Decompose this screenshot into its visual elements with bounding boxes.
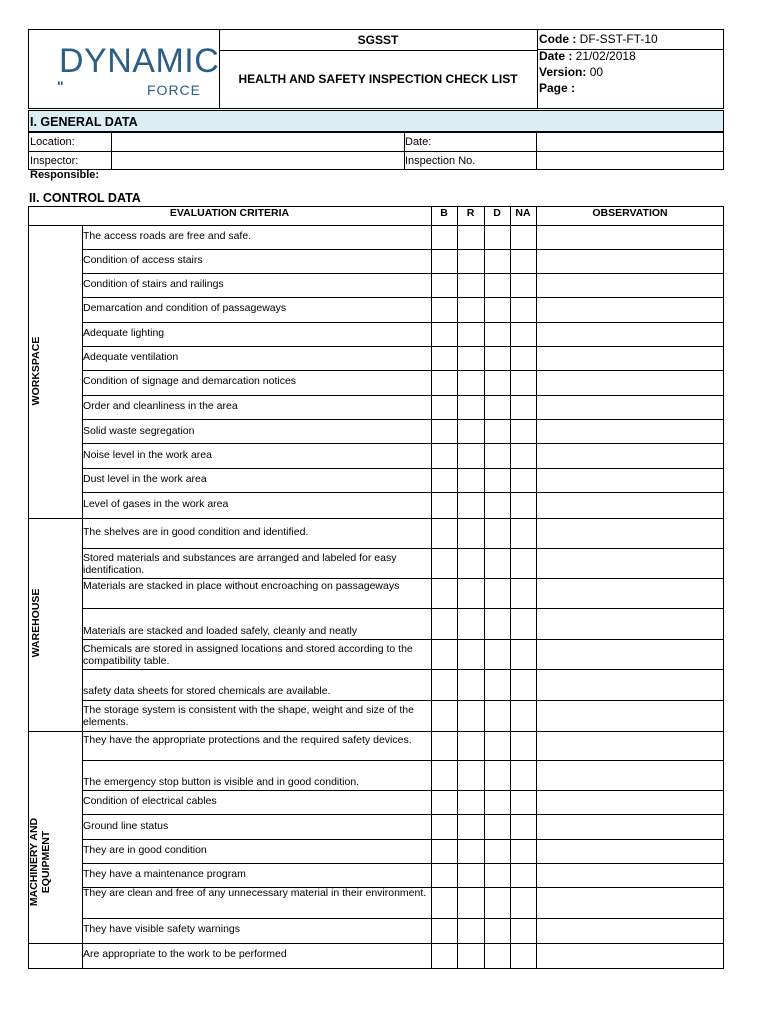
criterion-row: The access roads are free and safe. bbox=[83, 230, 252, 242]
logo-wordmark: DYNAMIC bbox=[59, 42, 220, 80]
system-name: SGSST bbox=[219, 30, 538, 51]
logo-subtitle: FORCE bbox=[147, 82, 201, 98]
criterion-row: Condition of electrical cables bbox=[83, 795, 217, 807]
page-label: Page : bbox=[539, 81, 576, 95]
version-value: 00 bbox=[586, 65, 604, 79]
criterion-row: safety data sheets for stored chemicals are available. bbox=[83, 685, 331, 697]
criterion-row: Materials are stacked and loaded safely, cleanly and neatly bbox=[83, 625, 358, 637]
col-na: NA bbox=[515, 207, 531, 219]
criterion-row: They have visible safety warnings bbox=[83, 923, 240, 935]
criterion-row: They have a maintenance program bbox=[83, 868, 246, 880]
group-label-warehouse: WAREHOUSE bbox=[30, 588, 42, 658]
criterion-row: Condition of access stairs bbox=[83, 254, 203, 266]
criterion-row: Demarcation and condition of passageways bbox=[83, 302, 287, 314]
date-field bbox=[538, 49, 725, 63]
document-header bbox=[28, 29, 724, 109]
version-field bbox=[538, 65, 725, 79]
logo-mark: " bbox=[57, 78, 64, 94]
date-label: Date : bbox=[539, 49, 573, 63]
criterion-row: The storage system is consistent with the shape, weight and size of the elements. bbox=[83, 704, 414, 728]
criterion-row: Order and cleanliness in the area bbox=[83, 400, 238, 412]
criterion-row: Noise level in the work area bbox=[83, 449, 212, 461]
col-b: B bbox=[440, 207, 448, 219]
criterion-row: Level of gases in the work area bbox=[83, 498, 229, 510]
date-value: 21/02/2018 bbox=[572, 49, 636, 63]
criterion-row: They are clean and free of any unnecessary material in their environment. bbox=[83, 887, 427, 899]
criterion-row: They are in good condition bbox=[83, 844, 207, 856]
criterion-row: Condition of stairs and railings bbox=[83, 278, 224, 290]
code-field bbox=[538, 32, 725, 46]
criterion-row: Are appropriate to the work to be performed bbox=[83, 948, 287, 960]
company-logo bbox=[29, 30, 220, 108]
criterion-row: Solid waste segregation bbox=[83, 425, 195, 437]
control-data-heading: II. CONTROL DATA bbox=[29, 191, 141, 205]
group-label-machinery: MACHINERY AND EQUIPMENT bbox=[28, 817, 52, 907]
document-title: HEALTH AND SAFETY INSPECTION CHECK LIST bbox=[219, 50, 538, 108]
col-d: D bbox=[493, 207, 501, 219]
group-label-workspace: WORKSPACE bbox=[30, 336, 42, 406]
criterion-row: Condition of signage and demarcation notices bbox=[83, 375, 297, 387]
criterion-row: The shelves are in good condition and identified. bbox=[83, 526, 309, 538]
col-observation: OBSERVATION bbox=[592, 207, 668, 219]
location-label: Location: bbox=[30, 136, 75, 148]
criterion-row: Materials are stacked in place without encroaching on passageways bbox=[83, 580, 400, 592]
code-label: Code : bbox=[539, 32, 577, 46]
criterion-row: Chemicals are stored in assigned locations and stored according to the compatibility table. bbox=[83, 643, 413, 667]
criterion-row: Ground line status bbox=[83, 820, 169, 832]
criterion-row: Stored materials and substances are arranged and labeled for easy identification. bbox=[83, 552, 397, 576]
criterion-row: Adequate lighting bbox=[83, 327, 165, 339]
version-label: Version: bbox=[539, 65, 587, 79]
responsible-label: Responsible: bbox=[30, 169, 100, 181]
col-r: R bbox=[466, 207, 475, 219]
inspection-no-label: Inspection No. bbox=[405, 155, 476, 167]
criterion-row: They have the appropriate protections and the required safety devices. bbox=[83, 734, 412, 746]
criterion-row: The emergency stop button is visible and in good condition. bbox=[83, 776, 360, 788]
general-data-heading: I. GENERAL DATA bbox=[28, 110, 724, 132]
criterion-row: Dust level in the work area bbox=[83, 473, 207, 485]
date-label: Date: bbox=[405, 136, 432, 148]
code-value: DF-SST-FT-10 bbox=[576, 32, 658, 46]
col-criteria: EVALUATION CRITERIA bbox=[169, 207, 290, 219]
inspector-label: Inspector: bbox=[30, 155, 79, 167]
general-data-table bbox=[28, 132, 724, 170]
page-field bbox=[538, 81, 725, 95]
criterion-row: Adequate ventilation bbox=[83, 351, 179, 363]
